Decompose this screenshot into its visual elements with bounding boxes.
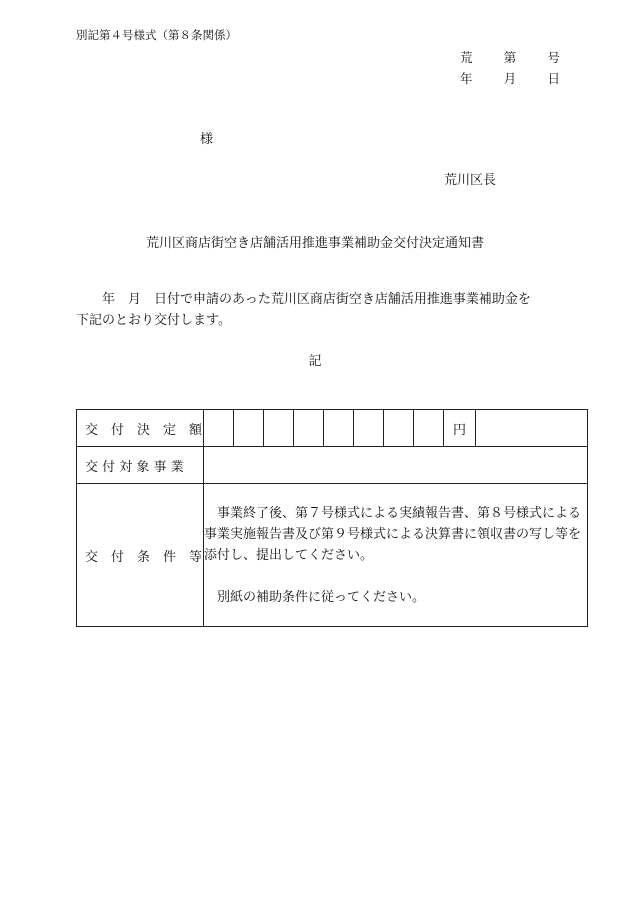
- ki-marker: 記: [308, 354, 322, 369]
- ref-office-char: 荒: [460, 49, 473, 65]
- target-value-cell: [204, 447, 588, 484]
- date-month-char: 月: [503, 70, 517, 86]
- amount-digit-boxes: [204, 410, 587, 446]
- form-label: 別記第４号様式（第８条関係）: [76, 28, 237, 42]
- yen-unit: 円: [444, 410, 476, 446]
- digit-box: [234, 410, 264, 446]
- ref-go-char: 号: [547, 49, 560, 65]
- reference-number-block: [460, 46, 560, 88]
- body-text: [76, 289, 531, 331]
- conditions-label-cell: [77, 484, 204, 627]
- amount-label-cell: [77, 410, 204, 447]
- target-label-cell: [77, 447, 204, 484]
- issuer: 荒川区長: [444, 173, 497, 188]
- amount-label: 交 付 決 定 額: [85, 422, 203, 438]
- body-line-1: 年 月 日付で申請のあった荒川区商店街空き店舗活用推進事業補助金を: [76, 292, 531, 307]
- conditions-text-2: 別紙の補助条件に従ってください。: [204, 589, 426, 605]
- grant-table: [76, 409, 588, 627]
- date-row: [460, 67, 560, 88]
- target-row: [77, 447, 588, 484]
- digit-box: [324, 410, 354, 446]
- document-title: 荒川区商店街空き店舗活用推進事業補助金交付決定通知書: [145, 236, 484, 251]
- digit-box: [204, 410, 234, 446]
- conditions-text-cell: [204, 484, 588, 627]
- addressee: 様: [200, 132, 214, 147]
- digit-box: [384, 410, 414, 446]
- amount-value-cell: [204, 410, 588, 447]
- digit-box: [414, 410, 444, 446]
- ref-dai-char: 第: [503, 49, 517, 65]
- conditions-row: [77, 484, 588, 627]
- digit-box: [354, 410, 384, 446]
- reference-number-row: [460, 46, 560, 67]
- date-day-char: 日: [547, 70, 560, 86]
- digit-box: [264, 410, 294, 446]
- conditions-text-1: 事業終了後、第７号様式による実績報告書、第８号様式による事業実施報告書及び第９号様式による決算書に領収書の写し等を添付し、提出してください。: [204, 505, 582, 563]
- conditions-label: 交 付 条 件 等: [85, 549, 203, 565]
- target-label: 交 付 対 象 事 業: [85, 459, 184, 475]
- amount-row: [77, 410, 588, 447]
- digit-box: [294, 410, 324, 446]
- date-year-char: 年: [460, 70, 473, 86]
- body-line-2: 下記のとおり交付します。: [76, 313, 231, 328]
